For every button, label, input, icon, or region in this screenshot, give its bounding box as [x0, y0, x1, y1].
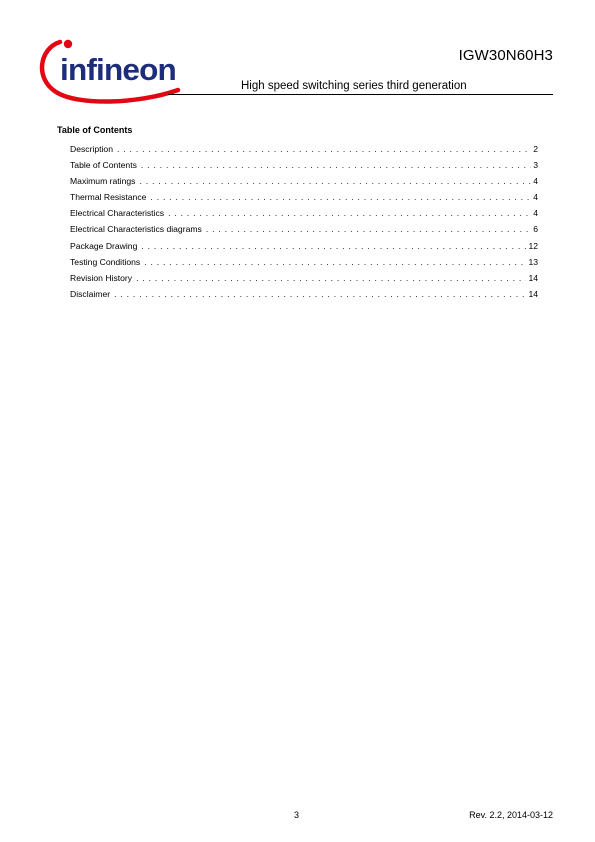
toc-entry-page: 13: [528, 256, 538, 267]
toc-entry-title[interactable]: Description: [70, 144, 113, 154]
toc-entry-page: 4: [533, 192, 538, 203]
toc-entry-electrical-characteristics-diagrams[interactable]: [70, 224, 538, 240]
toc-entry-description[interactable]: [70, 144, 538, 160]
toc-entry-title[interactable]: Testing Conditions: [70, 256, 141, 267]
toc-entry-title[interactable]: Table of Contents: [70, 160, 137, 171]
table-of-contents: [70, 144, 538, 305]
document-subtitle: High speed switching series third generation: [241, 80, 467, 92]
toc-entry-testing-conditions[interactable]: [70, 257, 538, 273]
toc-entry-title[interactable]: Thermal Resistance: [70, 192, 147, 203]
toc-entry-page: 4: [533, 176, 538, 187]
part-number: IGW30N60H3: [458, 47, 553, 64]
toc-leader-dots: [144, 257, 526, 267]
header-divider: [168, 94, 553, 95]
toc-entry-thermal-resistance[interactable]: [70, 192, 538, 208]
infineon-logo: [38, 34, 186, 104]
toc-entry-package-drawing[interactable]: [70, 241, 538, 257]
toc-leader-dots: [150, 192, 531, 202]
toc-entry-title[interactable]: Disclaimer: [70, 288, 111, 299]
toc-entry-disclaimer[interactable]: [70, 289, 538, 305]
toc-leader-dots: [141, 160, 531, 170]
toc-entry-page: 3: [533, 160, 538, 171]
toc-leader-dots: [141, 241, 526, 251]
footer-page-number: 3: [294, 810, 300, 820]
toc-entry-page: 4: [533, 208, 538, 219]
toc-leader-dots: [139, 176, 531, 186]
toc-leader-dots: [136, 273, 526, 283]
footer-revision: Rev. 2.2, 2014-03-12: [469, 810, 553, 820]
toc-entry-maximum-ratings[interactable]: [70, 176, 538, 192]
toc-entry-page: 12: [528, 240, 538, 251]
toc-entry-page: 2: [533, 144, 538, 154]
toc-leader-dots: [117, 144, 531, 154]
toc-entry-table-of-contents[interactable]: [70, 160, 538, 176]
toc-leader-dots: [206, 224, 531, 234]
toc-entry-title[interactable]: Electrical Characteristics: [70, 208, 165, 219]
infineon-logo-graphic: [38, 34, 186, 104]
toc-entry-title[interactable]: Revision History: [70, 272, 133, 283]
toc-entry-page: 6: [533, 224, 538, 235]
toc-leader-dots: [168, 208, 531, 218]
toc-entry-revision-history[interactable]: [70, 273, 538, 289]
toc-leader-dots: [114, 289, 526, 299]
toc-entry-electrical-characteristics[interactable]: [70, 208, 538, 224]
svg-text:infineon: infineon: [60, 52, 176, 87]
toc-entry-page: 14: [528, 272, 538, 283]
toc-entry-title[interactable]: Maximum ratings: [70, 176, 136, 187]
toc-entry-title[interactable]: Package Drawing: [70, 240, 138, 251]
toc-entry-title[interactable]: Electrical Characteristics diagrams: [70, 224, 202, 235]
toc-entry-page: 14: [528, 288, 538, 299]
toc-heading: Table of Contents: [57, 125, 133, 135]
